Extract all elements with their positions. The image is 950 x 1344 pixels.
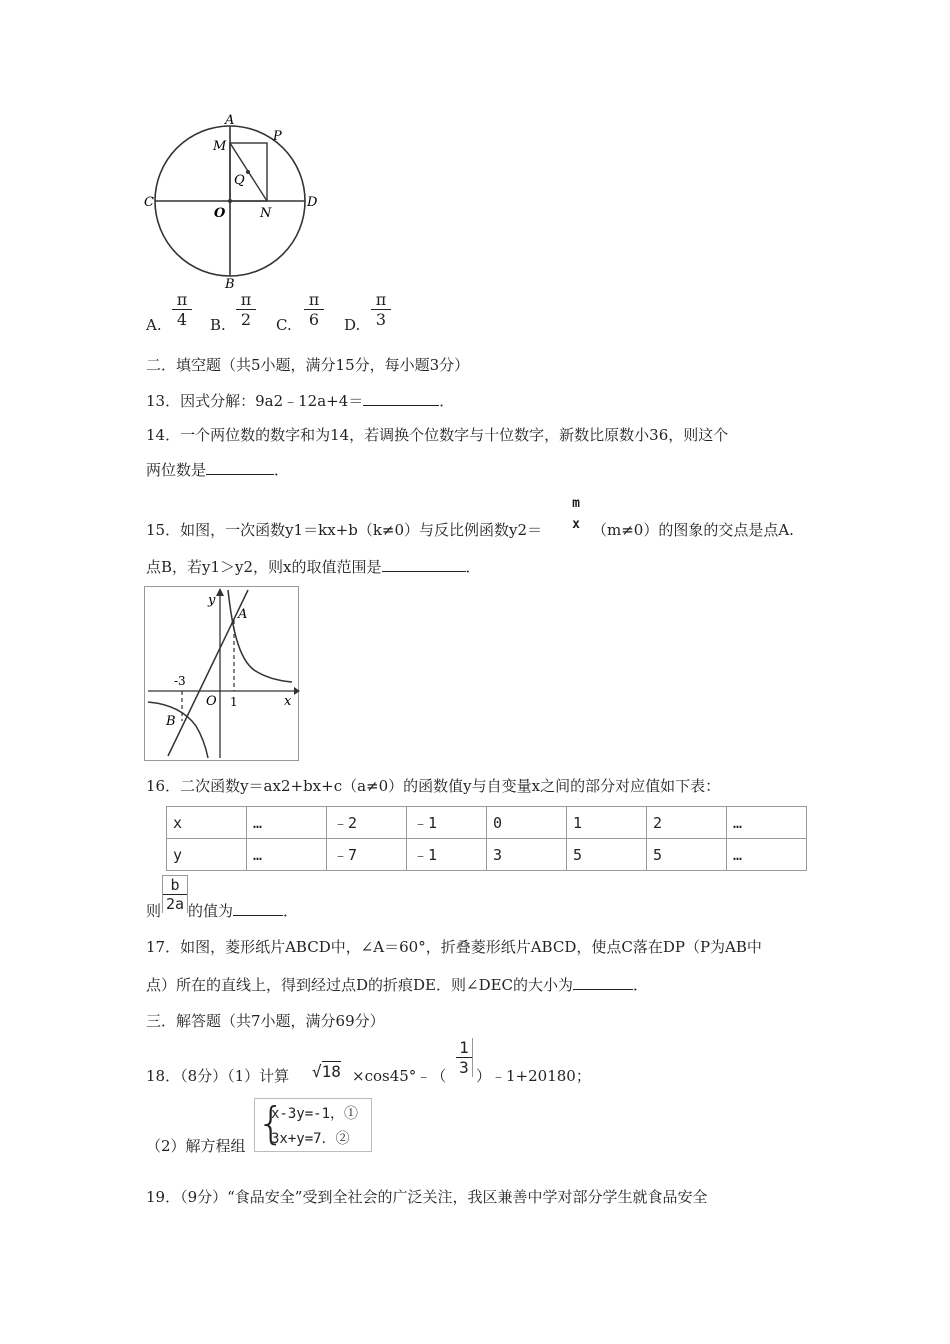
q13-end: ．	[439, 392, 455, 410]
option-c-fraction	[304, 290, 324, 329]
q15-line2	[146, 557, 481, 577]
q18-part1-b: ×cos45°﹣（	[352, 1067, 447, 1085]
label-a: A	[225, 113, 235, 128]
q17-line2-text: 点）所在的直线上，得到经过点D的折痕DE．则∠DEC的大小为	[146, 976, 574, 994]
section2-title: 二．填空题（共5小题，满分15分，每小题3分）	[146, 356, 470, 374]
q18-part2	[146, 1096, 386, 1156]
q18-sqrt	[312, 1062, 341, 1081]
label-n: N	[260, 206, 272, 221]
table-cell: …	[247, 807, 327, 839]
table-cell: …	[727, 839, 807, 871]
table-cell: ﹣2	[327, 807, 407, 839]
table-cell: …	[727, 807, 807, 839]
q16-fraction	[162, 875, 188, 913]
table-cell: ﹣1	[407, 839, 487, 871]
point-o	[228, 199, 232, 203]
table-cell: 0	[487, 807, 567, 839]
question-13	[146, 391, 454, 411]
q18-part1-a: 18．（8分）（1）计算	[146, 1067, 290, 1085]
table-row	[167, 839, 807, 871]
graph-frame	[145, 587, 299, 761]
q16-line-b-wrap	[188, 901, 298, 921]
q14-line1: 14．一个两位数的数字和为14，若调换个位数字与十位数字，新数比原数小36，则这个	[146, 426, 729, 444]
q16-frac-num: b	[170, 876, 180, 894]
q14-line2	[146, 460, 289, 480]
graph-label-neg3: -3	[174, 674, 186, 688]
q16-frac-den: 2a	[163, 894, 187, 913]
x-axis-arrow	[294, 687, 300, 695]
q15-fraction	[568, 496, 584, 532]
hyperbola-branch-2	[148, 702, 208, 758]
q17-line1: 17．如图，菱形纸片ABCD中，∠A＝60°，折叠菱形纸片ABCD，使点C落在DP（P为AB中	[146, 938, 762, 956]
q18-part1-c: ）﹣1+20180；	[476, 1067, 591, 1085]
q12-options	[146, 290, 406, 336]
option-d-letter: D.	[344, 316, 361, 334]
option-a-letter: A.	[146, 316, 162, 334]
table-row	[167, 807, 807, 839]
graph-label-o: O	[206, 694, 217, 709]
point-q	[246, 170, 250, 174]
section3-title: 三．解答题（共7小题，满分69分）	[146, 1012, 385, 1030]
q18-part2-label: （2）解方程组	[146, 1137, 246, 1155]
q18-part1	[146, 1038, 606, 1090]
q15-frac-num: m	[572, 496, 580, 511]
q15-line1	[146, 496, 826, 542]
table-cell: 5	[567, 839, 647, 871]
q14-answer-blank	[206, 460, 274, 475]
table-cell: …	[247, 839, 327, 871]
option-a-den: 4	[172, 309, 192, 329]
q19-text: 19．（9分）“食品安全”受到全社会的广泛关注，我区兼善中学对部分学生就食品安全	[146, 1188, 708, 1206]
option-c-letter: C.	[276, 316, 292, 334]
q13-answer-blank	[363, 391, 439, 406]
q16-value-table	[166, 806, 807, 871]
option-a-fraction	[172, 290, 192, 329]
q16-line	[146, 873, 366, 921]
option-d-num: π	[375, 290, 387, 309]
q18-sqrt-value: 18	[321, 1062, 341, 1081]
option-b-letter: B.	[210, 316, 226, 334]
q18-frac-den: 3	[456, 1057, 472, 1077]
q15-answer-blank	[382, 557, 466, 572]
table-cell: x	[167, 807, 247, 839]
equation-system-box	[254, 1098, 372, 1152]
option-d-fraction	[371, 290, 391, 329]
label-m: M	[213, 139, 227, 154]
table-cell: 5	[647, 839, 727, 871]
option-c-den: 6	[304, 309, 324, 329]
q16-intro: 16．二次函数y＝ax2+bx+c（a≠0）的函数值y与自变量x之间的部分对应值如下表：	[146, 777, 721, 795]
q18-frac-num: 1	[459, 1038, 469, 1057]
q17-end: ．	[633, 976, 649, 994]
table-cell: 1	[567, 807, 647, 839]
q15-line1-b: （m≠0）的图象的交点是点A.	[592, 521, 794, 539]
graph-label-a: A	[238, 607, 248, 622]
graph-label-y: y	[208, 593, 216, 608]
q14-line2-text: 两位数是	[146, 461, 207, 479]
option-b-den: 2	[236, 309, 256, 329]
table-cell: ﹣1	[407, 807, 487, 839]
y-axis-arrow	[216, 588, 224, 596]
option-a-num: π	[176, 290, 188, 309]
label-d: D	[307, 195, 318, 210]
circle-figure	[140, 112, 330, 292]
sqrt-sign-icon: √	[312, 1062, 322, 1081]
q15-line2-text: 点B，若y1＞y2，则x的取值范围是	[146, 558, 382, 576]
table-cell: 2	[647, 807, 727, 839]
q16-answer-blank	[233, 901, 283, 916]
q18-eq2: 3x+y=7．②	[271, 1131, 350, 1147]
graph-label-x: x	[284, 694, 292, 709]
q17-answer-blank	[573, 975, 633, 990]
q15-end: ．	[465, 558, 481, 576]
q17-line2	[146, 975, 648, 995]
q16-line-b: 的值为	[188, 902, 234, 920]
graph-figure	[144, 586, 300, 762]
table-cell: y	[167, 839, 247, 871]
option-b-num: π	[240, 290, 252, 309]
q16-end: ．	[283, 902, 299, 920]
q15-frac-den: x	[572, 517, 580, 532]
brace-icon: {	[257, 1098, 285, 1149]
q16-line-a: 则	[146, 902, 162, 920]
graph-label-b: B	[166, 714, 176, 729]
label-b: B	[225, 277, 235, 292]
q18-eq1: x-3y=-1，①	[271, 1106, 359, 1122]
q18-fraction	[456, 1038, 473, 1077]
hyperbola-branch-1	[228, 590, 292, 682]
label-p: P	[273, 129, 282, 144]
label-c: C	[144, 195, 154, 210]
q13-text: 13．因式分解：9a2﹣12a+4＝	[146, 392, 364, 410]
label-q: Q	[234, 173, 245, 188]
linear-function-line	[168, 590, 248, 756]
option-c-num: π	[308, 290, 320, 309]
option-b-fraction	[236, 290, 256, 329]
table-cell: 3	[487, 839, 567, 871]
q15-line1-a: 15．如图，一次函数y1＝kx+b（k≠0）与反比例函数y2＝	[146, 521, 543, 539]
table-cell: ﹣7	[327, 839, 407, 871]
option-d-den: 3	[371, 309, 391, 329]
q14-end: ．	[274, 461, 290, 479]
graph-label-1: 1	[230, 695, 238, 709]
label-o: O	[214, 206, 226, 221]
